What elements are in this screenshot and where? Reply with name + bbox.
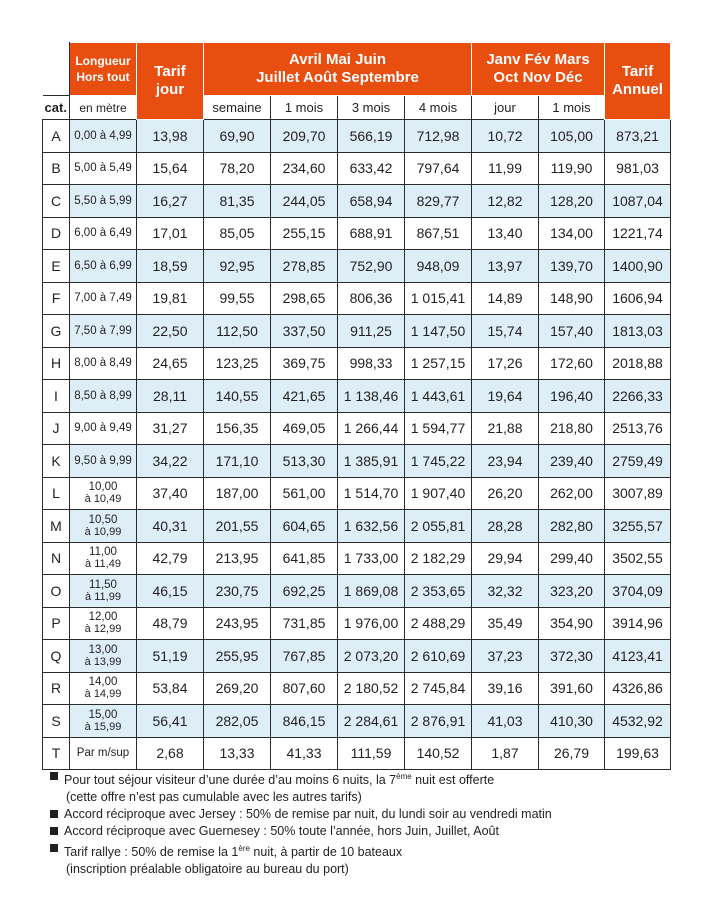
price-cell-m4: 797,64 xyxy=(405,152,472,185)
category-cell: O xyxy=(43,575,70,608)
length-line1: 6,00 à 6,49 xyxy=(74,227,132,240)
length-line1: 8,50 à 8,99 xyxy=(74,389,132,402)
price-cell-m4: 2 182,29 xyxy=(405,542,472,575)
length-line1: 10,00 xyxy=(88,481,118,494)
price-cell-jour: 17,01 xyxy=(137,217,204,250)
note-continuation: (cette offre n’est pas cumulable avec les autres tarifs) xyxy=(66,790,362,805)
length-line2: à 11,99 xyxy=(85,590,121,603)
price-cell-m3: 111,59 xyxy=(338,737,405,770)
price-cell-m3: 2 180,52 xyxy=(338,672,405,705)
price-cell-wm1: 172,60 xyxy=(539,347,605,380)
price-cell-jour: 37,40 xyxy=(137,477,204,510)
price-cell-m3: 806,36 xyxy=(338,282,405,315)
length-cell xyxy=(70,185,137,218)
tariff-table-container xyxy=(42,42,670,770)
price-cell-wm1: 196,40 xyxy=(539,380,605,413)
price-cell-m1: 513,30 xyxy=(271,445,338,478)
price-cell-m3: 633,42 xyxy=(338,152,405,185)
price-cell-m4: 2 353,65 xyxy=(405,575,472,608)
note-text: Tarif rallye : 50% de remise la 1 xyxy=(64,845,239,860)
table-row xyxy=(43,120,671,153)
price-cell-wjour: 32,32 xyxy=(472,575,539,608)
price-cell-semaine: 140,55 xyxy=(204,380,271,413)
category-cell: I xyxy=(43,380,70,413)
price-cell-wjour: 35,49 xyxy=(472,607,539,640)
semaine-header: semaine xyxy=(204,96,271,120)
price-cell-wm1: 128,20 xyxy=(539,185,605,218)
table-row xyxy=(43,347,671,380)
price-cell-wm1: 139,70 xyxy=(539,250,605,283)
length-line2: à 11,49 xyxy=(85,558,121,571)
length-line2: à 15,99 xyxy=(84,720,122,733)
price-cell-m1: 41,33 xyxy=(271,737,338,770)
table-row xyxy=(43,445,671,478)
price-cell-m4: 1 147,50 xyxy=(405,315,472,348)
category-cell: P xyxy=(43,607,70,640)
length-line1: 7,00 à 7,49 xyxy=(74,292,132,305)
mois4-header: 4 mois xyxy=(405,96,472,120)
table-row xyxy=(43,640,671,673)
price-cell-m3: 998,33 xyxy=(338,347,405,380)
price-cell-annuel: 1400,90 xyxy=(605,250,671,283)
price-cell-m3: 2 073,20 xyxy=(338,640,405,673)
length-cell xyxy=(70,705,137,738)
price-cell-jour: 34,22 xyxy=(137,445,204,478)
price-cell-wm1: 299,40 xyxy=(539,542,605,575)
price-cell-m3: 2 284,61 xyxy=(338,705,405,738)
price-cell-annuel: 199,63 xyxy=(605,737,671,770)
price-cell-jour: 48,79 xyxy=(137,607,204,640)
note-item xyxy=(50,840,690,878)
length-line1: 10,50 xyxy=(88,513,118,526)
length-line1: 11,00 xyxy=(89,546,117,559)
price-cell-m4: 2 488,29 xyxy=(405,607,472,640)
price-cell-wm1: 119,90 xyxy=(539,152,605,185)
bullet-square-icon xyxy=(50,810,58,818)
notes-section xyxy=(50,768,690,878)
price-cell-jour: 56,41 xyxy=(137,705,204,738)
note-text: Accord réciproque avec Jersey : 50% de remise par nuit, du lundi soir au vendredi matin xyxy=(64,807,552,822)
price-cell-semaine: 230,75 xyxy=(204,575,271,608)
cat-header: cat. xyxy=(43,96,70,120)
length-line1: 7,50 à 7,99 xyxy=(74,324,132,337)
price-cell-m3: 752,90 xyxy=(338,250,405,283)
length-line1: 6,50 à 6,99 xyxy=(74,259,132,272)
length-cell xyxy=(70,282,137,315)
price-cell-annuel: 1606,94 xyxy=(605,282,671,315)
price-cell-m1: 278,85 xyxy=(271,250,338,283)
price-cell-m4: 2 610,69 xyxy=(405,640,472,673)
price-cell-annuel: 3914,96 xyxy=(605,607,671,640)
category-cell: Q xyxy=(43,640,70,673)
category-cell: N xyxy=(43,542,70,575)
length-line1: 13,00 xyxy=(88,643,118,656)
note-text: Accord réciproque avec Guernesey : 50% toute l’année, hors Juin, Juillet, Août xyxy=(64,824,499,839)
note-text: nuit est offerte xyxy=(411,773,495,788)
mois3-header: 3 mois xyxy=(338,96,405,120)
price-cell-wjour: 28,28 xyxy=(472,510,539,543)
price-cell-semaine: 171,10 xyxy=(204,445,271,478)
price-cell-m3: 658,94 xyxy=(338,185,405,218)
bullet-square-icon xyxy=(50,772,58,780)
price-cell-annuel: 2266,33 xyxy=(605,380,671,413)
price-cell-jour: 51,19 xyxy=(137,640,204,673)
length-cell xyxy=(70,412,137,445)
category-cell: S xyxy=(43,705,70,738)
price-cell-semaine: 201,55 xyxy=(204,510,271,543)
bullet-square-icon xyxy=(50,844,58,852)
length-line2: à 13,99 xyxy=(84,655,122,668)
tariff-rows xyxy=(43,120,671,770)
price-cell-annuel: 3502,55 xyxy=(605,542,671,575)
price-cell-m1: 244,05 xyxy=(271,185,338,218)
category-cell: J xyxy=(43,412,70,445)
length-cell xyxy=(70,737,137,770)
length-header-line1: Longueur xyxy=(75,54,131,68)
price-cell-m1: 731,85 xyxy=(271,607,338,640)
price-cell-wm1: 134,00 xyxy=(539,217,605,250)
length-line2: à 14,99 xyxy=(84,688,122,701)
price-cell-m4: 1 594,77 xyxy=(405,412,472,445)
price-cell-jour: 15,64 xyxy=(137,152,204,185)
price-cell-m1: 641,85 xyxy=(271,542,338,575)
corner-cell xyxy=(43,43,70,96)
length-cell xyxy=(70,640,137,673)
winter-jour-header: jour xyxy=(472,96,539,120)
category-cell: R xyxy=(43,672,70,705)
price-cell-annuel: 3704,09 xyxy=(605,575,671,608)
length-line1: Par m/sup xyxy=(76,747,130,760)
price-cell-wm1: 148,90 xyxy=(539,282,605,315)
price-cell-jour: 53,84 xyxy=(137,672,204,705)
category-cell: C xyxy=(43,185,70,218)
price-cell-annuel: 1221,74 xyxy=(605,217,671,250)
price-cell-m4: 1 443,61 xyxy=(405,380,472,413)
annual-line2: Annuel xyxy=(612,81,663,98)
length-line2: à 10,49 xyxy=(84,493,122,506)
price-cell-jour: 19,81 xyxy=(137,282,204,315)
tariff-table xyxy=(42,42,671,770)
category-cell: G xyxy=(43,315,70,348)
price-cell-annuel: 4532,92 xyxy=(605,705,671,738)
length-cell xyxy=(70,672,137,705)
price-cell-semaine: 156,35 xyxy=(204,412,271,445)
table-row xyxy=(43,250,671,283)
length-cell xyxy=(70,607,137,640)
length-line1: 9,00 à 9,49 xyxy=(74,422,132,435)
price-cell-m4: 2 745,84 xyxy=(405,672,472,705)
length-cell xyxy=(70,445,137,478)
price-cell-wm1: 354,90 xyxy=(539,607,605,640)
price-cell-wm1: 105,00 xyxy=(539,120,605,153)
length-line1: 15,00 xyxy=(88,708,118,721)
price-cell-wm1: 157,40 xyxy=(539,315,605,348)
price-cell-annuel: 3007,89 xyxy=(605,477,671,510)
price-cell-m4: 140,52 xyxy=(405,737,472,770)
price-cell-m3: 911,25 xyxy=(338,315,405,348)
length-line1: 14,00 xyxy=(88,676,118,689)
price-cell-wjour: 21,88 xyxy=(472,412,539,445)
price-cell-wjour: 14,89 xyxy=(472,282,539,315)
price-cell-m1: 421,65 xyxy=(271,380,338,413)
price-cell-jour: 31,27 xyxy=(137,412,204,445)
price-cell-wjour: 1,87 xyxy=(472,737,539,770)
length-line1: 0,00 à 4,99 xyxy=(74,129,132,142)
price-cell-m4: 1 907,40 xyxy=(405,477,472,510)
price-cell-wjour: 37,23 xyxy=(472,640,539,673)
table-row xyxy=(43,152,671,185)
price-cell-wm1: 218,80 xyxy=(539,412,605,445)
price-cell-m4: 1 257,15 xyxy=(405,347,472,380)
length-line1: 5,50 à 5,99 xyxy=(74,194,132,207)
price-cell-semaine: 81,35 xyxy=(204,185,271,218)
price-cell-annuel: 2513,76 xyxy=(605,412,671,445)
price-cell-semaine: 112,50 xyxy=(204,315,271,348)
price-cell-semaine: 269,20 xyxy=(204,672,271,705)
price-cell-annuel: 1087,04 xyxy=(605,185,671,218)
table-row xyxy=(43,607,671,640)
price-cell-m1: 561,00 xyxy=(271,477,338,510)
table-row xyxy=(43,477,671,510)
length-cell xyxy=(70,152,137,185)
price-cell-m1: 337,50 xyxy=(271,315,338,348)
tarif-jour-line2: jour xyxy=(155,81,185,98)
category-cell: B xyxy=(43,152,70,185)
note-superscript: ère xyxy=(238,844,250,854)
category-cell: T xyxy=(43,737,70,770)
price-cell-m1: 807,60 xyxy=(271,672,338,705)
note-continuation: (inscription préalable obligatoire au bureau du port) xyxy=(66,862,349,877)
price-cell-annuel: 2018,88 xyxy=(605,347,671,380)
summer-line2: Juillet Août Septembre xyxy=(256,69,419,86)
bullet-square-icon xyxy=(50,827,58,835)
note-item xyxy=(50,823,690,840)
length-line1: 12,00 xyxy=(88,611,118,624)
price-cell-wjour: 19,64 xyxy=(472,380,539,413)
price-cell-semaine: 123,25 xyxy=(204,347,271,380)
table-row xyxy=(43,542,671,575)
price-cell-jour: 2,68 xyxy=(137,737,204,770)
price-cell-semaine: 99,55 xyxy=(204,282,271,315)
table-row xyxy=(43,510,671,543)
price-cell-annuel: 1813,03 xyxy=(605,315,671,348)
length-cell xyxy=(70,477,137,510)
price-cell-m1: 209,70 xyxy=(271,120,338,153)
price-cell-m3: 688,91 xyxy=(338,217,405,250)
price-cell-semaine: 243,95 xyxy=(204,607,271,640)
price-cell-m1: 692,25 xyxy=(271,575,338,608)
note-item xyxy=(50,806,690,823)
length-cell xyxy=(70,347,137,380)
price-cell-jour: 13,98 xyxy=(137,120,204,153)
price-cell-semaine: 13,33 xyxy=(204,737,271,770)
length-unit-header: en mètre xyxy=(70,96,137,120)
length-cell xyxy=(70,217,137,250)
length-header-line2: Hors tout xyxy=(76,70,130,84)
category-cell: K xyxy=(43,445,70,478)
price-cell-m1: 298,65 xyxy=(271,282,338,315)
price-cell-wjour: 17,26 xyxy=(472,347,539,380)
price-cell-wjour: 26,20 xyxy=(472,477,539,510)
price-cell-jour: 40,31 xyxy=(137,510,204,543)
price-cell-m3: 1 976,00 xyxy=(338,607,405,640)
table-row xyxy=(43,380,671,413)
length-line1: 11,50 xyxy=(89,578,117,591)
tarif-jour-header xyxy=(137,43,204,120)
category-cell: F xyxy=(43,282,70,315)
summer-line1: Avril Mai Juin xyxy=(289,51,386,68)
price-cell-annuel: 4326,86 xyxy=(605,672,671,705)
price-cell-jour: 22,50 xyxy=(137,315,204,348)
summer-period-header xyxy=(204,43,472,96)
winter-period-header xyxy=(472,43,605,96)
price-cell-m1: 234,60 xyxy=(271,152,338,185)
price-cell-m4: 829,77 xyxy=(405,185,472,218)
category-cell: H xyxy=(43,347,70,380)
price-cell-m3: 1 514,70 xyxy=(338,477,405,510)
length-cell xyxy=(70,250,137,283)
price-cell-m1: 767,85 xyxy=(271,640,338,673)
price-cell-wjour: 13,40 xyxy=(472,217,539,250)
table-row xyxy=(43,412,671,445)
price-cell-wjour: 11,99 xyxy=(472,152,539,185)
category-cell: A xyxy=(43,120,70,153)
price-cell-m4: 1 015,41 xyxy=(405,282,472,315)
length-cell xyxy=(70,380,137,413)
price-cell-m1: 369,75 xyxy=(271,347,338,380)
price-cell-m1: 255,15 xyxy=(271,217,338,250)
length-header xyxy=(70,43,137,96)
winter-line1: Janv Fév Mars xyxy=(486,51,590,68)
category-cell: D xyxy=(43,217,70,250)
price-cell-wm1: 323,20 xyxy=(539,575,605,608)
length-cell xyxy=(70,510,137,543)
price-cell-m4: 1 745,22 xyxy=(405,445,472,478)
annual-header xyxy=(605,43,671,120)
price-cell-wm1: 391,60 xyxy=(539,672,605,705)
price-cell-semaine: 69,90 xyxy=(204,120,271,153)
price-cell-annuel: 3255,57 xyxy=(605,510,671,543)
price-cell-wjour: 15,74 xyxy=(472,315,539,348)
winter-line2: Oct Nov Déc xyxy=(493,69,583,86)
price-cell-wm1: 282,80 xyxy=(539,510,605,543)
length-cell xyxy=(70,542,137,575)
price-cell-wjour: 39,16 xyxy=(472,672,539,705)
price-cell-jour: 24,65 xyxy=(137,347,204,380)
price-cell-m3: 1 385,91 xyxy=(338,445,405,478)
table-row xyxy=(43,282,671,315)
annual-line1: Tarif xyxy=(621,63,654,80)
category-cell: L xyxy=(43,477,70,510)
price-cell-wm1: 372,30 xyxy=(539,640,605,673)
price-cell-annuel: 4123,41 xyxy=(605,640,671,673)
length-line1: 5,00 à 5,49 xyxy=(74,162,132,175)
note-text: nuit, à partir de 10 bateaux xyxy=(249,845,403,860)
note-text: Pour tout séjour visiteur d’une durée d’au moins 6 nuits, la 7 xyxy=(64,773,397,788)
winter-mois1-header: 1 mois xyxy=(539,96,605,120)
price-cell-wm1: 26,79 xyxy=(539,737,605,770)
price-cell-m4: 2 055,81 xyxy=(405,510,472,543)
category-cell: E xyxy=(43,250,70,283)
price-cell-jour: 46,15 xyxy=(137,575,204,608)
mois1-header: 1 mois xyxy=(271,96,338,120)
price-cell-wjour: 13,97 xyxy=(472,250,539,283)
category-cell: M xyxy=(43,510,70,543)
price-cell-m4: 2 876,91 xyxy=(405,705,472,738)
price-cell-wjour: 10,72 xyxy=(472,120,539,153)
price-cell-wm1: 262,00 xyxy=(539,477,605,510)
price-cell-wjour: 23,94 xyxy=(472,445,539,478)
price-cell-m3: 1 733,00 xyxy=(338,542,405,575)
table-row xyxy=(43,737,671,770)
price-cell-jour: 16,27 xyxy=(137,185,204,218)
price-cell-semaine: 78,20 xyxy=(204,152,271,185)
note-superscript: ème xyxy=(396,772,412,781)
price-cell-jour: 42,79 xyxy=(137,542,204,575)
price-cell-jour: 18,59 xyxy=(137,250,204,283)
length-line1: 9,50 à 9,99 xyxy=(74,454,132,467)
price-cell-m3: 1 138,46 xyxy=(338,380,405,413)
length-cell xyxy=(70,120,137,153)
price-cell-wm1: 239,40 xyxy=(539,445,605,478)
table-row xyxy=(43,705,671,738)
price-cell-m3: 1 632,56 xyxy=(338,510,405,543)
price-cell-m4: 867,51 xyxy=(405,217,472,250)
price-cell-m4: 712,98 xyxy=(405,120,472,153)
price-cell-annuel: 873,21 xyxy=(605,120,671,153)
price-cell-annuel: 2759,49 xyxy=(605,445,671,478)
price-cell-m1: 604,65 xyxy=(271,510,338,543)
price-cell-wjour: 41,03 xyxy=(472,705,539,738)
price-cell-semaine: 187,00 xyxy=(204,477,271,510)
length-cell xyxy=(70,315,137,348)
price-cell-m1: 846,15 xyxy=(271,705,338,738)
price-cell-jour: 28,11 xyxy=(137,380,204,413)
table-row xyxy=(43,315,671,348)
price-cell-annuel: 981,03 xyxy=(605,152,671,185)
price-cell-semaine: 92,95 xyxy=(204,250,271,283)
price-cell-semaine: 85,05 xyxy=(204,217,271,250)
table-row xyxy=(43,575,671,608)
price-cell-m3: 1 869,08 xyxy=(338,575,405,608)
table-row xyxy=(43,217,671,250)
price-cell-wjour: 12,82 xyxy=(472,185,539,218)
length-line2: à 12,99 xyxy=(84,623,122,636)
note-item xyxy=(50,768,690,806)
length-line1: 8,00 à 8,49 xyxy=(74,357,132,370)
price-cell-m3: 566,19 xyxy=(338,120,405,153)
length-cell xyxy=(70,575,137,608)
table-row xyxy=(43,672,671,705)
price-cell-m1: 469,05 xyxy=(271,412,338,445)
tarif-jour-line1: Tarif xyxy=(154,63,186,80)
price-cell-semaine: 282,05 xyxy=(204,705,271,738)
price-cell-semaine: 213,95 xyxy=(204,542,271,575)
price-cell-wjour: 29,94 xyxy=(472,542,539,575)
table-row xyxy=(43,185,671,218)
price-cell-m4: 948,09 xyxy=(405,250,472,283)
price-cell-wm1: 410,30 xyxy=(539,705,605,738)
price-cell-m3: 1 266,44 xyxy=(338,412,405,445)
length-line2: à 10,99 xyxy=(84,525,122,538)
price-cell-semaine: 255,95 xyxy=(204,640,271,673)
